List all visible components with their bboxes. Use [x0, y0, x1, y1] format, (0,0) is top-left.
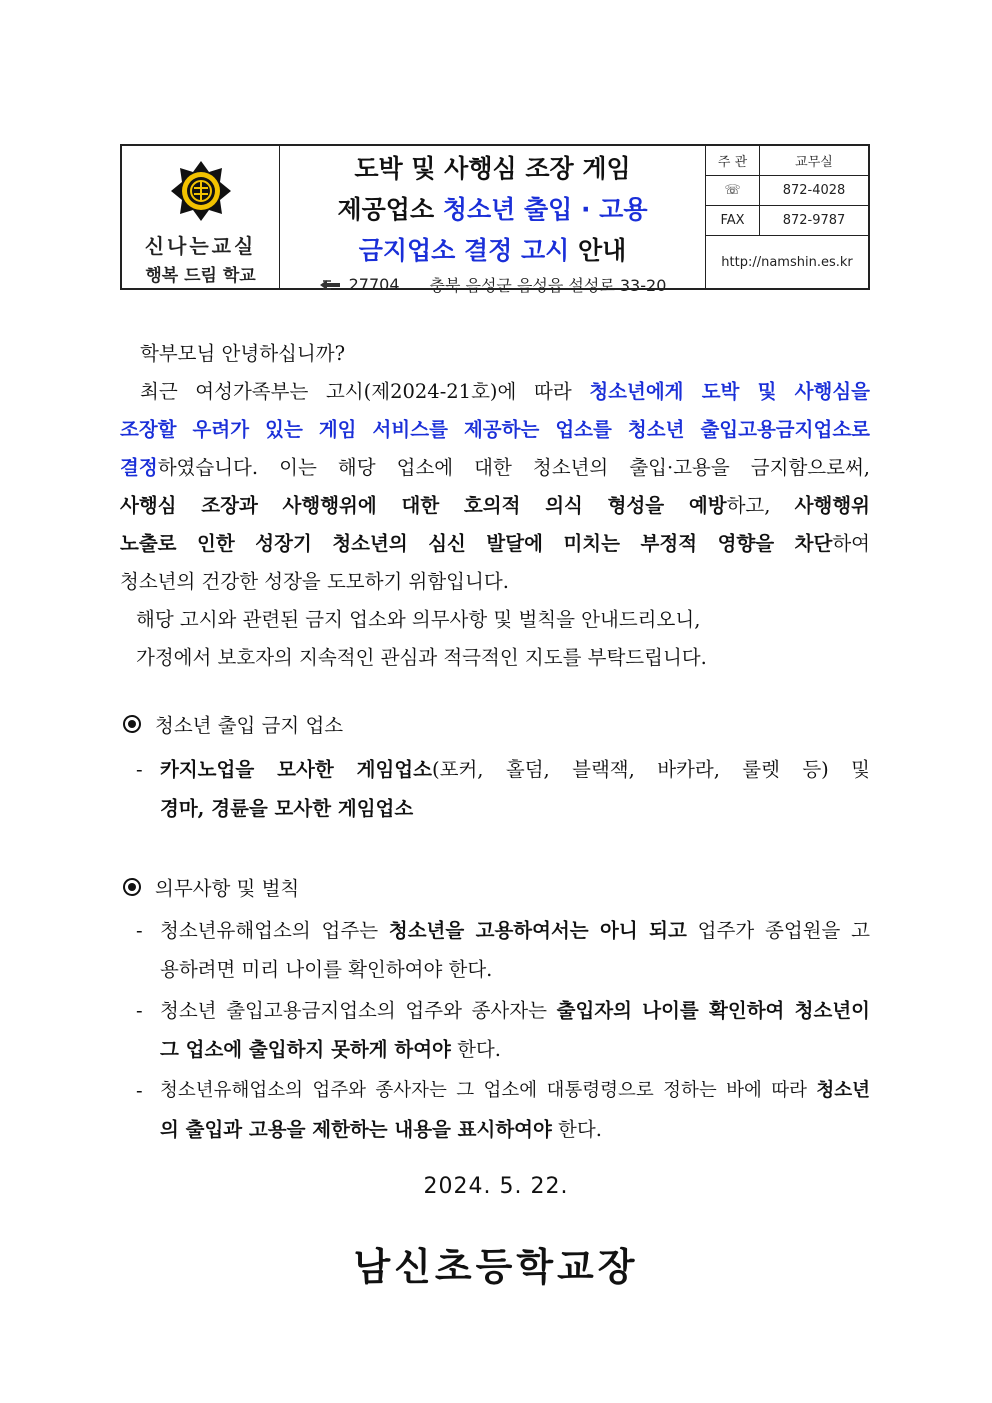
text-span: (포커, 홀덤, 블랙잭, 바카라, 룰렛 등) 및	[432, 758, 871, 781]
bold-span: 사행심 조장과 사행행위에 대한 호의적 의식 형성을 예방	[120, 494, 727, 517]
bold-span: 사행행위	[794, 494, 870, 517]
text-span: 하였습니다. 이는 해당 업소에 대한 청소년의 출입·고용을 금지함으로써,	[157, 456, 870, 479]
bold-span: 청소년	[816, 1080, 870, 1101]
dash-marker: -	[136, 919, 143, 942]
website-link[interactable]: http://namshin.es.kr	[721, 254, 853, 270]
paragraph-line	[120, 449, 870, 487]
title-highlight: 청소년 출입 · 고용	[442, 195, 648, 224]
paragraph-line: 청소년의 건강한 성장을 도모하기 위함입니다.	[120, 570, 509, 593]
fax-row	[706, 206, 868, 236]
school-address	[319, 273, 667, 296]
header-table	[120, 144, 870, 295]
fax-label: FAX	[706, 206, 760, 235]
phone-row	[706, 176, 868, 206]
dash-marker: -	[136, 758, 143, 781]
list-item	[136, 1071, 870, 1149]
dash-marker: -	[136, 1079, 143, 1102]
paragraph-line	[120, 525, 870, 563]
section-title: 청소년 출입 금지 업소	[155, 714, 344, 737]
greeting: 학부모님 안녕하십니까?	[140, 342, 346, 365]
bold-span: 출입자의 나이를 확인하여 청소년이	[556, 999, 871, 1022]
school-motto-line2: 행복 드림 학교	[145, 266, 256, 286]
highlight-span: 청소년에게 도박 및 사행심을	[589, 380, 871, 403]
doc-title-line2	[338, 189, 648, 230]
title-highlight: 금지업소 결정 고시	[358, 236, 570, 265]
paragraph-line	[140, 373, 870, 411]
highlight-span: 조장할 우려가 있는 게임 서비스를 제공하는 업소를 청소년 출입고용금지업소로	[120, 418, 870, 441]
list-item	[136, 911, 870, 989]
title-text: 안내	[569, 236, 627, 265]
bold-span: 노출로 인한 성장기 청소년의 심신 발달에 미치는 부정적 영향을 차단	[120, 532, 833, 555]
phone-value: 872-4028	[782, 183, 846, 198]
text-span: 청소년 출입고용금지업소의 업주와 종사자는	[160, 999, 557, 1022]
text-span: 하여	[832, 532, 870, 555]
bold-span: 의 출입과 고용을 제한하는 내용을 표시하여야	[160, 1118, 552, 1141]
dash-marker: -	[136, 999, 143, 1022]
bold-span: 그 업소에 출입하지 못하게 하여야	[160, 1038, 451, 1061]
school-motto-line1: 신나는교실	[144, 234, 257, 258]
doc-title-line3	[359, 230, 627, 271]
title-cell	[280, 146, 706, 295]
title-text: 제공업소	[337, 195, 443, 224]
fax-value: 872-9787	[782, 213, 846, 228]
section-heading	[123, 710, 343, 738]
document-date: 2024. 5. 22.	[423, 1174, 569, 1199]
phone-icon: ☏	[706, 176, 760, 205]
section-title: 의무사항 및 벌칙	[155, 877, 300, 900]
paragraph-line	[120, 487, 870, 525]
school-emblem-cell	[122, 146, 280, 288]
text-span: 청소년유해업소의 업주와 종사자는 그 업소에 대통령령으로 정하는 바에 따라	[160, 1080, 817, 1101]
principal-signature: 남신초등학교장	[353, 1245, 639, 1289]
text-span: 한다.	[551, 1118, 602, 1141]
dept-value: 교무실	[795, 155, 833, 170]
section-heading	[123, 873, 299, 901]
text-span: 한다.	[450, 1038, 501, 1061]
postal-mark-icon	[319, 278, 341, 292]
list-item	[136, 991, 870, 1069]
text-span: 용하려면 미리 나이를 확인하여야 한다.	[160, 958, 493, 981]
dept-label: 주 관	[706, 146, 760, 175]
list-item	[136, 750, 870, 828]
doc-title-line1: 도박 및 사행심 조장 게임	[354, 154, 631, 183]
text-span: 하고,	[726, 494, 795, 517]
bullet-circle-icon	[123, 715, 141, 733]
paragraph-line	[120, 411, 870, 449]
text-span: 최근 여성가족부는 고시(제2024-21호)에 따라	[140, 380, 590, 403]
bold-span: 카지노업을 모사한 게임업소	[160, 758, 432, 781]
contact-info-cell	[706, 146, 868, 288]
text-span: 업주가 종업원을 고	[686, 919, 870, 942]
text-span: 청소년유해업소의 업주는	[160, 919, 389, 942]
address-text: 충북 음성군 음성읍 설성로 33-20	[429, 276, 667, 295]
paragraph-line: 해당 고시와 관련된 금지 업소와 의무사항 및 벌칙을 안내드리오니,	[136, 608, 701, 631]
school-emblem-icon	[170, 160, 232, 222]
postal-code: 27704	[348, 275, 400, 294]
dept-row	[706, 146, 868, 176]
paragraph-line: 가정에서 보호자의 지속적인 관심과 적극적인 지도를 부탁드립니다.	[136, 646, 707, 669]
bold-span: 경마, 경륜을 모사한 게임업소	[160, 797, 414, 820]
bullet-circle-icon	[123, 878, 141, 896]
highlight-span: 결정	[120, 456, 158, 479]
bold-span: 청소년을 고용하여서는 아니 되고	[388, 919, 687, 942]
